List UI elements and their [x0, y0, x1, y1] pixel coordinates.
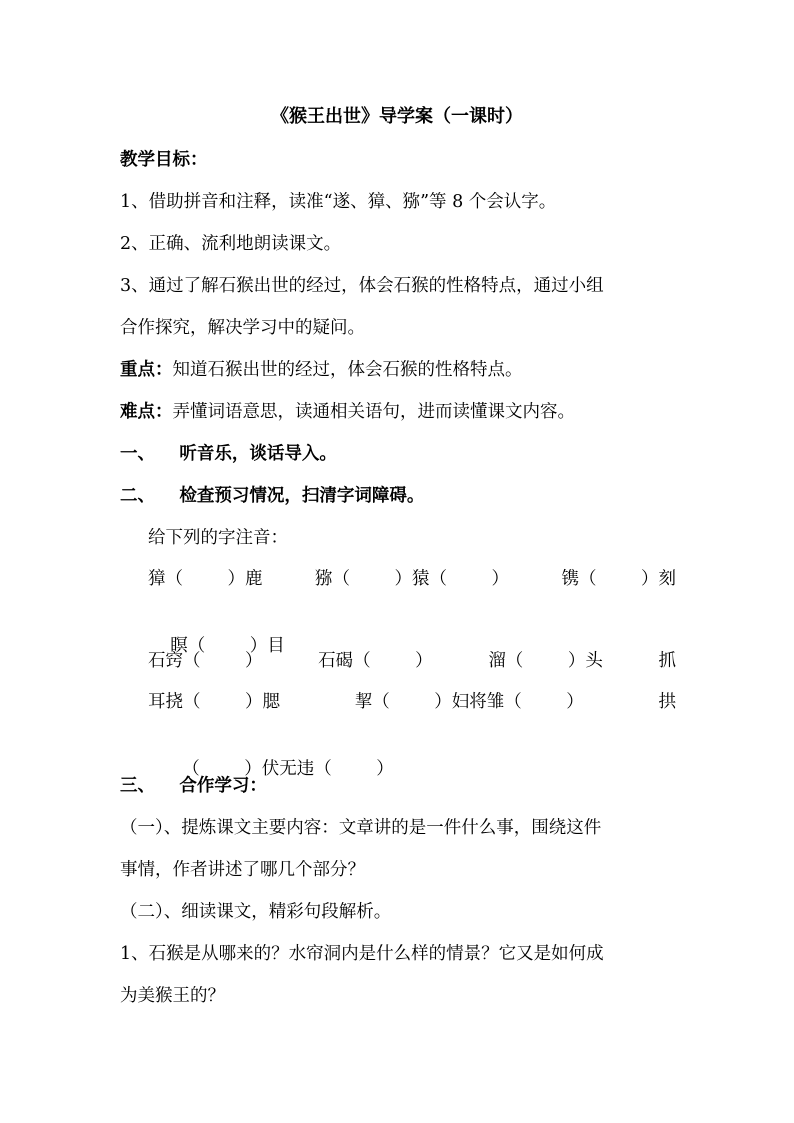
objective-3: 3、通过了解石猴出世的经过，体会石猴的性格特点，通过小组 [120, 276, 604, 296]
question-1-line-1: 1、石猴是从哪来的？水帘洞内是什么样的情景？它又是如何成 [120, 944, 604, 964]
section-2-heading: 二、 检查预习情况，扫清字词障碍。 [120, 486, 425, 506]
pinyin-item: 溜（ ）头 [488, 651, 603, 671]
key-point [120, 357, 676, 383]
exercise-intro: 给下列的字注音： [148, 528, 288, 548]
part-1-line-2: 事情，作者讲述了哪几个部分？ [120, 860, 365, 880]
question-1-line-2: 为美猴王的？ [120, 986, 225, 1006]
pinyin-item: 石碣（ ） [318, 651, 433, 671]
objective-2: 2、正确、流利地朗读课文。 [120, 234, 342, 254]
pinyin-item: （ ）伏无违（ ） [182, 759, 394, 779]
part-1-line-1: （一）、提炼课文主要内容：文章讲的是一件什么事，围绕这件 [120, 818, 602, 838]
pinyin-item: 石窍（ ） [148, 651, 263, 671]
pinyin-row-1 [148, 566, 676, 592]
pinyin-item: 镌（ ）刻 [561, 569, 676, 589]
pinyin-item: 挈（ ）妇将雏（ ） [354, 692, 584, 712]
pinyin-item: 猕（ ）猿（ ） [314, 569, 509, 589]
difficult-point-text: 弄懂词语意思，读通相关语句，进而读懂课文内容。 [172, 402, 575, 422]
key-point-text: 知道石猴出世的经过，体会石猴的性格特点。 [172, 360, 523, 380]
objectives-heading: 教学目标： [120, 150, 208, 170]
difficult-point-label: 难点： [120, 402, 173, 422]
pinyin-item: 瞑（ ）目 [170, 636, 285, 656]
difficult-point [120, 399, 676, 425]
objective-3-continued: 合作探究，解决学习中的疑问。 [120, 318, 365, 338]
pinyin-item: 抓 [658, 651, 676, 671]
key-point-label: 重点： [120, 360, 173, 380]
pinyin-row-4 [148, 689, 676, 715]
pinyin-item: 拱 [658, 692, 676, 712]
part-2-heading: （二）、细读课文，精彩句段解析。 [120, 902, 392, 922]
objective-1: 1、借助拼音和注释，读准“遂、獐、猕”等 8 个会认字。 [120, 192, 557, 212]
pinyin-item: 耳挠（ ）腮 [148, 692, 281, 712]
pinyin-item: 獐（ ）鹿 [148, 569, 263, 589]
document-title: 《猴王出世》导学案（一课时） [271, 106, 523, 127]
section-1-heading: 一、 听音乐，谈话导入。 [120, 444, 337, 464]
pinyin-row-3 [148, 648, 676, 674]
section-3-heading: 三、 合作学习： [120, 776, 267, 796]
